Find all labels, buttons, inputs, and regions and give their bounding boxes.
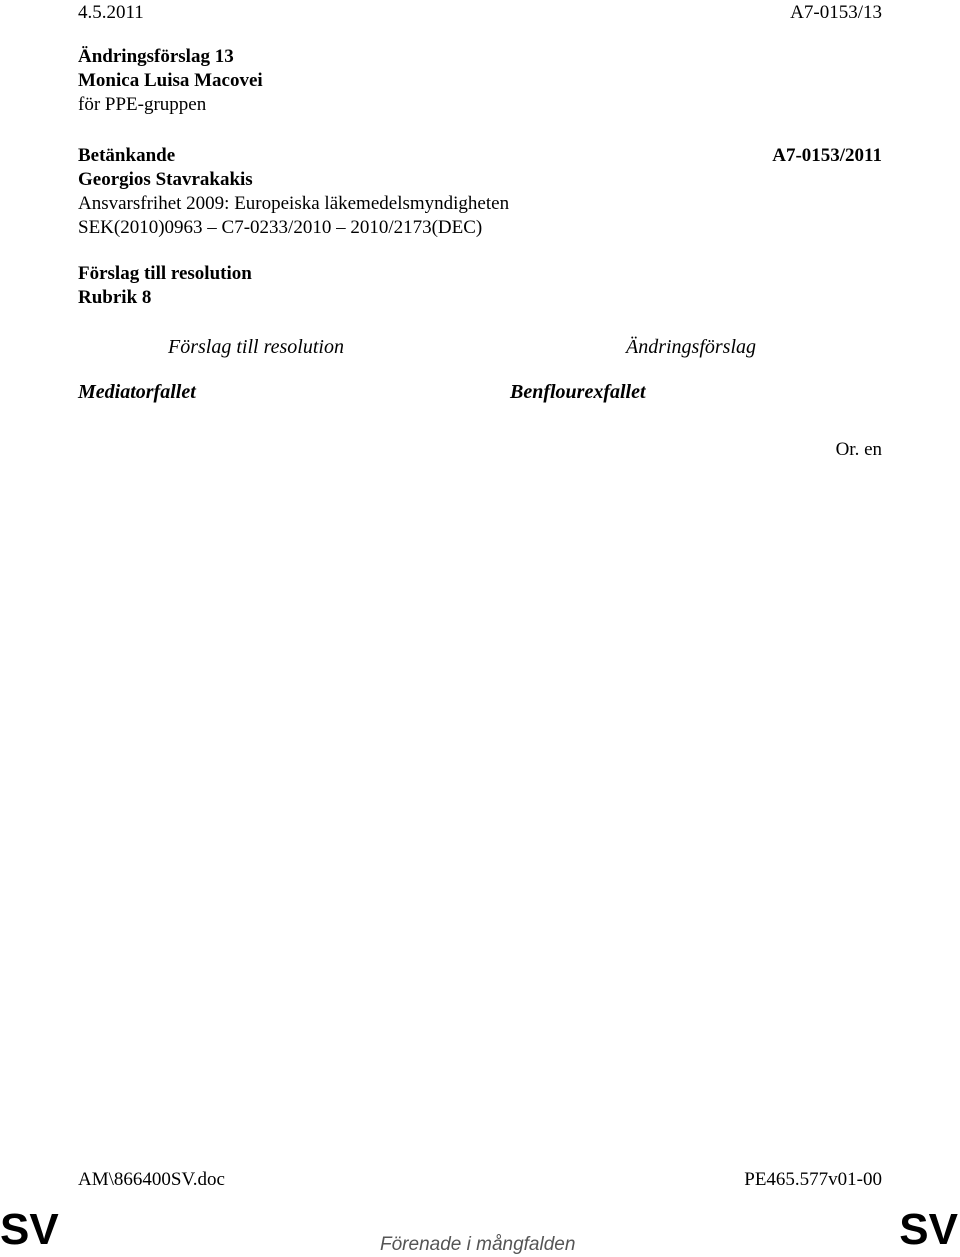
amendment-group: för PPE-gruppen	[78, 94, 207, 115]
amendment-author: Monica Luisa Macovei	[78, 70, 263, 91]
heading-reference: Rubrik 8	[78, 287, 152, 308]
report-label: Betänkande	[78, 145, 176, 166]
report-subject: Ansvarsfrihet 2009: Europeiska läkemedelsmyndigheten	[78, 193, 510, 214]
amendment-title: Ändringsförslag 13	[78, 46, 234, 67]
footer-document-name: AM\866400SV.doc	[78, 1169, 225, 1190]
header-reference: A7-0153/13	[790, 2, 882, 23]
procedure-references: SEK(2010)0963 – C7-0233/2010 – 2010/2173(DEC)	[78, 217, 483, 238]
motion-text-cell: Mediatorfallet	[78, 381, 196, 403]
amendment-text-cell: Benflourexfallet	[510, 381, 646, 403]
header-date: 4.5.2011	[78, 2, 144, 23]
motion-label: Förslag till resolution	[78, 263, 252, 284]
column-header-amendment: Ändringsförslag	[626, 336, 757, 358]
report-number: A7-0153/2011	[772, 145, 882, 166]
original-language: Or. en	[835, 439, 882, 460]
footer-pe-number: PE465.577v01-00	[744, 1169, 882, 1190]
footer-language-code-right: SV	[899, 1205, 958, 1254]
footer-language-code-left: SV	[0, 1205, 59, 1254]
rapporteur-name: Georgios Stavrakakis	[78, 169, 253, 190]
footer-motto: Förenade i mångfalden	[380, 1234, 576, 1255]
column-header-motion: Förslag till resolution	[168, 336, 344, 358]
